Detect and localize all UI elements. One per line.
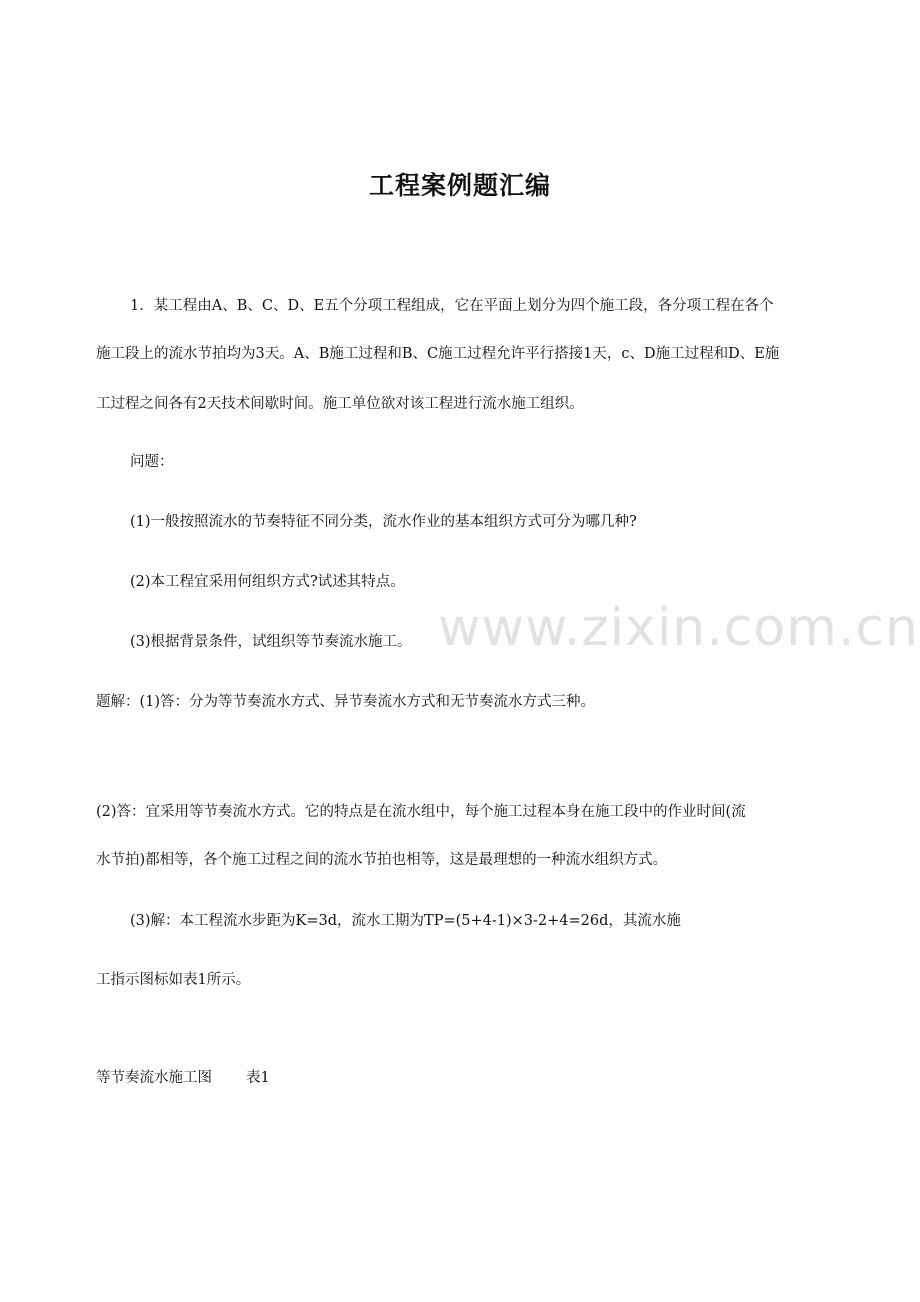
question-1-line-3: 工过程之间各有2天技术间歇时间。施工单位欲对该工程进行流水施工组织。 [96,396,584,412]
question-1-line-1: 1．某工程由A、B、C、D、E五个分项工程组成，它在平面上划分为四个施工段，各分项工程在各个 [130,298,774,314]
watermark: www.zixin.com.cn [438,598,919,658]
answer-1: 题解：(1)答：分为等节奏流水方式、异节奏流水方式和无节奏流水方式三种。 [96,694,596,710]
answer-2-line-2: 水节拍)都相等，各个施工过程之间的流水节拍也相等，这是最理想的一种流水组织方式。 [96,852,668,868]
document-title: 工程案例题汇编 [368,171,551,200]
table-caption: 等节奏流水施工图 [96,1070,212,1086]
questions-label: 问题： [130,454,174,470]
question-1-line-2: 施工段上的流水节拍均为3天。A、B施工过程和B、C施工过程允许平行搭接1天，c、D施工过程和D、E施 [96,346,780,362]
answer-2-line-1: (2)答：宜采用等节奏流水方式。它的特点是在流水组中，每个施工过程本身在施工段中的作业时间(流 [96,804,746,820]
table-caption-row [96,1068,270,1088]
sub-question-2: (2)本工程宜采用何组织方式?试述其特点。 [130,574,405,590]
answer-3-line-1: (3)解：本工程流水步距为K=3d，流水工期为TP=(5+4-1)×3-2+4=26d，其流水施 [130,913,681,929]
table-number: 表1 [246,1070,270,1086]
sub-question-3: (3)根据背景条件，试组织等节奏流水施工。 [130,634,412,650]
sub-question-1: (1)一般按照流水的节奏特征不同分类，流水作业的基本组织方式可分为哪几种? [130,514,637,530]
answer-3-line-2: 工指示图标如表1所示。 [96,972,251,988]
